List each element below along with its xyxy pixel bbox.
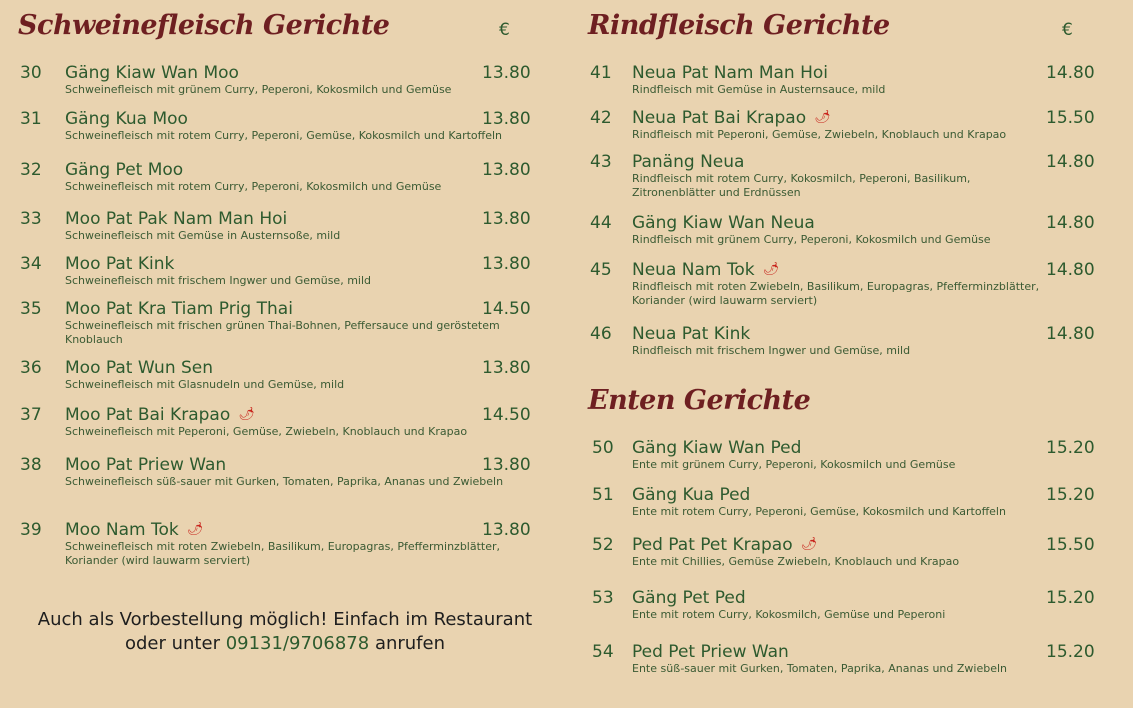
- menu-item-number: 50: [592, 438, 614, 458]
- menu-item-name-wrap: [65, 63, 239, 83]
- menu-item-price: 13.80: [482, 254, 531, 274]
- duck-section-title: Enten Gerichte: [588, 385, 811, 416]
- chili-icon: 🌶: [800, 537, 818, 552]
- menu-item-number: 37: [20, 405, 42, 425]
- menu-item-number: 38: [20, 455, 42, 475]
- menu-item-name-wrap: [632, 485, 750, 505]
- menu-item-description: Schweinefleisch mit frischem Ingwer und Gemüse, mild: [65, 274, 372, 287]
- menu-item-name: Neua Pat Nam Man Hoi: [632, 63, 829, 83]
- menu-item-description: Ente mit rotem Curry, Kokosmilch, Gemüse und Peperoni: [632, 608, 946, 621]
- menu-item-name: Gäng Pet Ped: [632, 588, 746, 608]
- menu-item-number: 32: [20, 160, 42, 180]
- menu-item-price: 14.80: [1046, 260, 1095, 280]
- menu-item-description: Ente süß-sauer mit Gurken, Tomaten, Paprika, Ananas und Zwiebeln: [632, 662, 1008, 675]
- menu-item-name-wrap: [632, 260, 779, 280]
- menu-item-name-wrap: [65, 160, 183, 180]
- menu-item-name: Gäng Kiaw Wan Moo: [65, 63, 239, 83]
- chili-icon: 🌶: [814, 110, 831, 125]
- menu-item-name: Panäng Neua: [632, 152, 745, 172]
- menu-item-description: Schweinefleisch mit frischen grünen Thai-Bohnen, Peffersauce und geröstetem Knoblauch: [65, 319, 500, 346]
- menu-item-number: 34: [20, 254, 42, 274]
- menu-item-name: Neua Pat Kink: [632, 324, 751, 344]
- menu-item-description: Ente mit Chillies, Gemüse Zwiebeln, Knoblauch und Krapao: [632, 555, 960, 568]
- phone-number[interactable]: 09131/9706878: [225, 633, 370, 654]
- menu-item-description: Schweinefleisch mit grünem Curry, Peperoni, Kokosmilch und Gemüse: [65, 83, 452, 96]
- menu-item-price: 14.80: [1046, 152, 1095, 172]
- menu-item-name: Moo Pat Kra Tiam Prig Thai: [65, 299, 293, 319]
- menu-item-name-wrap: [65, 455, 226, 475]
- menu-item-number: 31: [20, 109, 42, 129]
- chili-icon: 🌶: [762, 262, 780, 277]
- menu-item-name-wrap: [632, 152, 744, 172]
- menu-item-name: Moo Nam Tok: [65, 520, 179, 540]
- menu-item-name: Moo Pat Pak Nam Man Hoi: [65, 209, 288, 229]
- menu-item-name: Gäng Kua Moo: [65, 109, 188, 129]
- menu-item-name-wrap: [65, 405, 255, 425]
- menu-item-name: Gäng Kiaw Wan Ped: [632, 438, 802, 458]
- menu-item-price: 13.80: [482, 520, 531, 540]
- preorder-note-line2: [30, 632, 540, 656]
- menu-item-number: 41: [590, 63, 612, 83]
- menu-item-number: 36: [20, 358, 42, 378]
- menu-item-description: Rindfleisch mit roten Zwiebeln, Basilikum, Europagras, Pfefferminzblätter, Koriander (wird lauwarm serviert): [632, 280, 1040, 307]
- menu-item-number: 54: [592, 642, 614, 662]
- menu-item-price: 13.80: [482, 109, 531, 129]
- menu-item-price: 15.50: [1046, 108, 1095, 128]
- preorder-note-pre: oder unter: [124, 633, 220, 654]
- menu-item-number: 51: [592, 485, 614, 505]
- menu-item-name-wrap: [65, 209, 287, 229]
- menu-item-name-wrap: [632, 642, 789, 662]
- menu-item-name: Gäng Kua Ped: [632, 485, 751, 505]
- menu-item-number: 33: [20, 209, 42, 229]
- beef-currency-label: €: [1062, 20, 1073, 40]
- menu-item-price: 14.50: [482, 405, 531, 425]
- menu-item-name-wrap: [65, 254, 174, 274]
- menu-item-description: Schweinefleisch mit Glasnudeln und Gemüse, mild: [65, 378, 345, 391]
- menu-item-description: Schweinefleisch mit roten Zwiebeln, Basilikum, Europagras, Pfefferminzblätter, Koriander (wird lauwarm serviert): [65, 540, 501, 567]
- menu-item-name: Neua Pat Bai Krapao: [632, 108, 807, 128]
- menu-item-name-wrap: [632, 438, 801, 458]
- menu-item-price: 15.20: [1046, 485, 1095, 505]
- menu-item-number: 35: [20, 299, 42, 319]
- menu-item-name: Moo Pat Bai Krapao: [65, 405, 231, 425]
- menu-item-description: Schweinefleisch mit Gemüse in Austernsoße, mild: [65, 229, 341, 242]
- menu-item-name-wrap: [632, 213, 815, 233]
- menu-item-name-wrap: [65, 109, 188, 129]
- menu-item-price: 13.80: [482, 358, 531, 378]
- menu-item-number: 39: [20, 520, 42, 540]
- chili-icon: 🌶: [238, 407, 255, 422]
- menu-item-name-wrap: [632, 588, 746, 608]
- menu-item-description: Rindfleisch mit frischem Ingwer und Gemüse, mild: [632, 344, 911, 357]
- menu-item-description: Rindfleisch mit Gemüse in Austernsauce, mild: [632, 83, 886, 96]
- menu-item-name-wrap: [632, 324, 750, 344]
- menu-item-name: Moo Pat Wun Sen: [65, 358, 214, 378]
- menu-item-name-wrap: [65, 358, 213, 378]
- menu-item-price: 14.80: [1046, 63, 1095, 83]
- menu-item-name: Neua Nam Tok: [632, 260, 755, 280]
- menu-item-number: 43: [590, 152, 612, 172]
- menu-item-price: 14.80: [1046, 324, 1095, 344]
- menu-item-description: Rindfleisch mit Peperoni, Gemüse, Zwiebeln, Knoblauch und Krapao: [632, 128, 1007, 141]
- menu-item-price: 13.80: [482, 63, 531, 83]
- chili-icon: 🌶: [186, 522, 204, 537]
- menu-item-number: 42: [590, 108, 612, 128]
- pork-currency-label: €: [499, 20, 510, 40]
- menu-item-name-wrap: [632, 63, 828, 83]
- menu-item-name-wrap: [65, 520, 203, 540]
- menu-item-description: Schweinefleisch mit rotem Curry, Peperoni, Kokosmilch und Gemüse: [65, 180, 442, 193]
- menu-item-price: 13.80: [482, 455, 531, 475]
- preorder-note: [30, 608, 540, 656]
- menu-item-name: Gäng Pet Moo: [65, 160, 184, 180]
- menu-item-name-wrap: [632, 108, 831, 128]
- menu-item-number: 46: [590, 324, 612, 344]
- menu-item-description: Ente mit rotem Curry, Peperoni, Gemüse, Kokosmilch und Kartoffeln: [632, 505, 1006, 518]
- menu-item-name-wrap: [65, 299, 293, 319]
- menu-item-description: Rindfleisch mit grünem Curry, Peperoni, Kokosmilch und Gemüse: [632, 233, 991, 246]
- menu-item-description: Rindfleisch mit rotem Curry, Kokosmilch, Peperoni, Basilikum, Zitronenblätter und Erdnüssen: [632, 172, 971, 199]
- pork-section-title: Schweinefleisch Gerichte: [18, 10, 390, 41]
- menu-item-number: 45: [590, 260, 612, 280]
- menu-item-name: Moo Pat Priew Wan: [65, 455, 227, 475]
- menu-item-number: 52: [592, 535, 614, 555]
- menu-item-description: Ente mit grünem Curry, Peperoni, Kokosmilch und Gemüse: [632, 458, 956, 471]
- menu-item-name: Ped Pet Priew Wan: [632, 642, 789, 662]
- menu-item-name: Moo Pat Kink: [65, 254, 175, 274]
- menu-item-number: 53: [592, 588, 614, 608]
- menu-item-name-wrap: [632, 535, 817, 555]
- menu-item-price: 15.20: [1046, 438, 1095, 458]
- preorder-note-post: anrufen: [374, 633, 446, 654]
- menu-item-price: 14.50: [482, 299, 531, 319]
- menu-item-price: 15.20: [1046, 642, 1095, 662]
- menu-item-price: 15.50: [1046, 535, 1095, 555]
- menu-item-number: 30: [20, 63, 42, 83]
- menu-item-name: Gäng Kiaw Wan Neua: [632, 213, 815, 233]
- menu-item-price: 13.80: [482, 160, 531, 180]
- menu-item-name: Ped Pat Pet Krapao: [632, 535, 793, 555]
- menu-item-price: 13.80: [482, 209, 531, 229]
- menu-item-number: 44: [590, 213, 612, 233]
- menu-item-description: Schweinefleisch mit rotem Curry, Peperoni, Gemüse, Kokosmilch und Kartoffeln: [65, 129, 503, 142]
- menu-item-price: 14.80: [1046, 213, 1095, 233]
- preorder-note-line1: Auch als Vorbestellung möglich! Einfach im Restaurant: [37, 609, 533, 630]
- menu-item-price: 15.20: [1046, 588, 1095, 608]
- menu-item-description: Schweinefleisch süß-sauer mit Gurken, Tomaten, Paprika, Ananas und Zwiebeln: [65, 475, 504, 488]
- menu-item-description: Schweinefleisch mit Peperoni, Gemüse, Zwiebeln, Knoblauch und Krapao: [65, 425, 468, 438]
- beef-section-title: Rindfleisch Gerichte: [588, 10, 890, 41]
